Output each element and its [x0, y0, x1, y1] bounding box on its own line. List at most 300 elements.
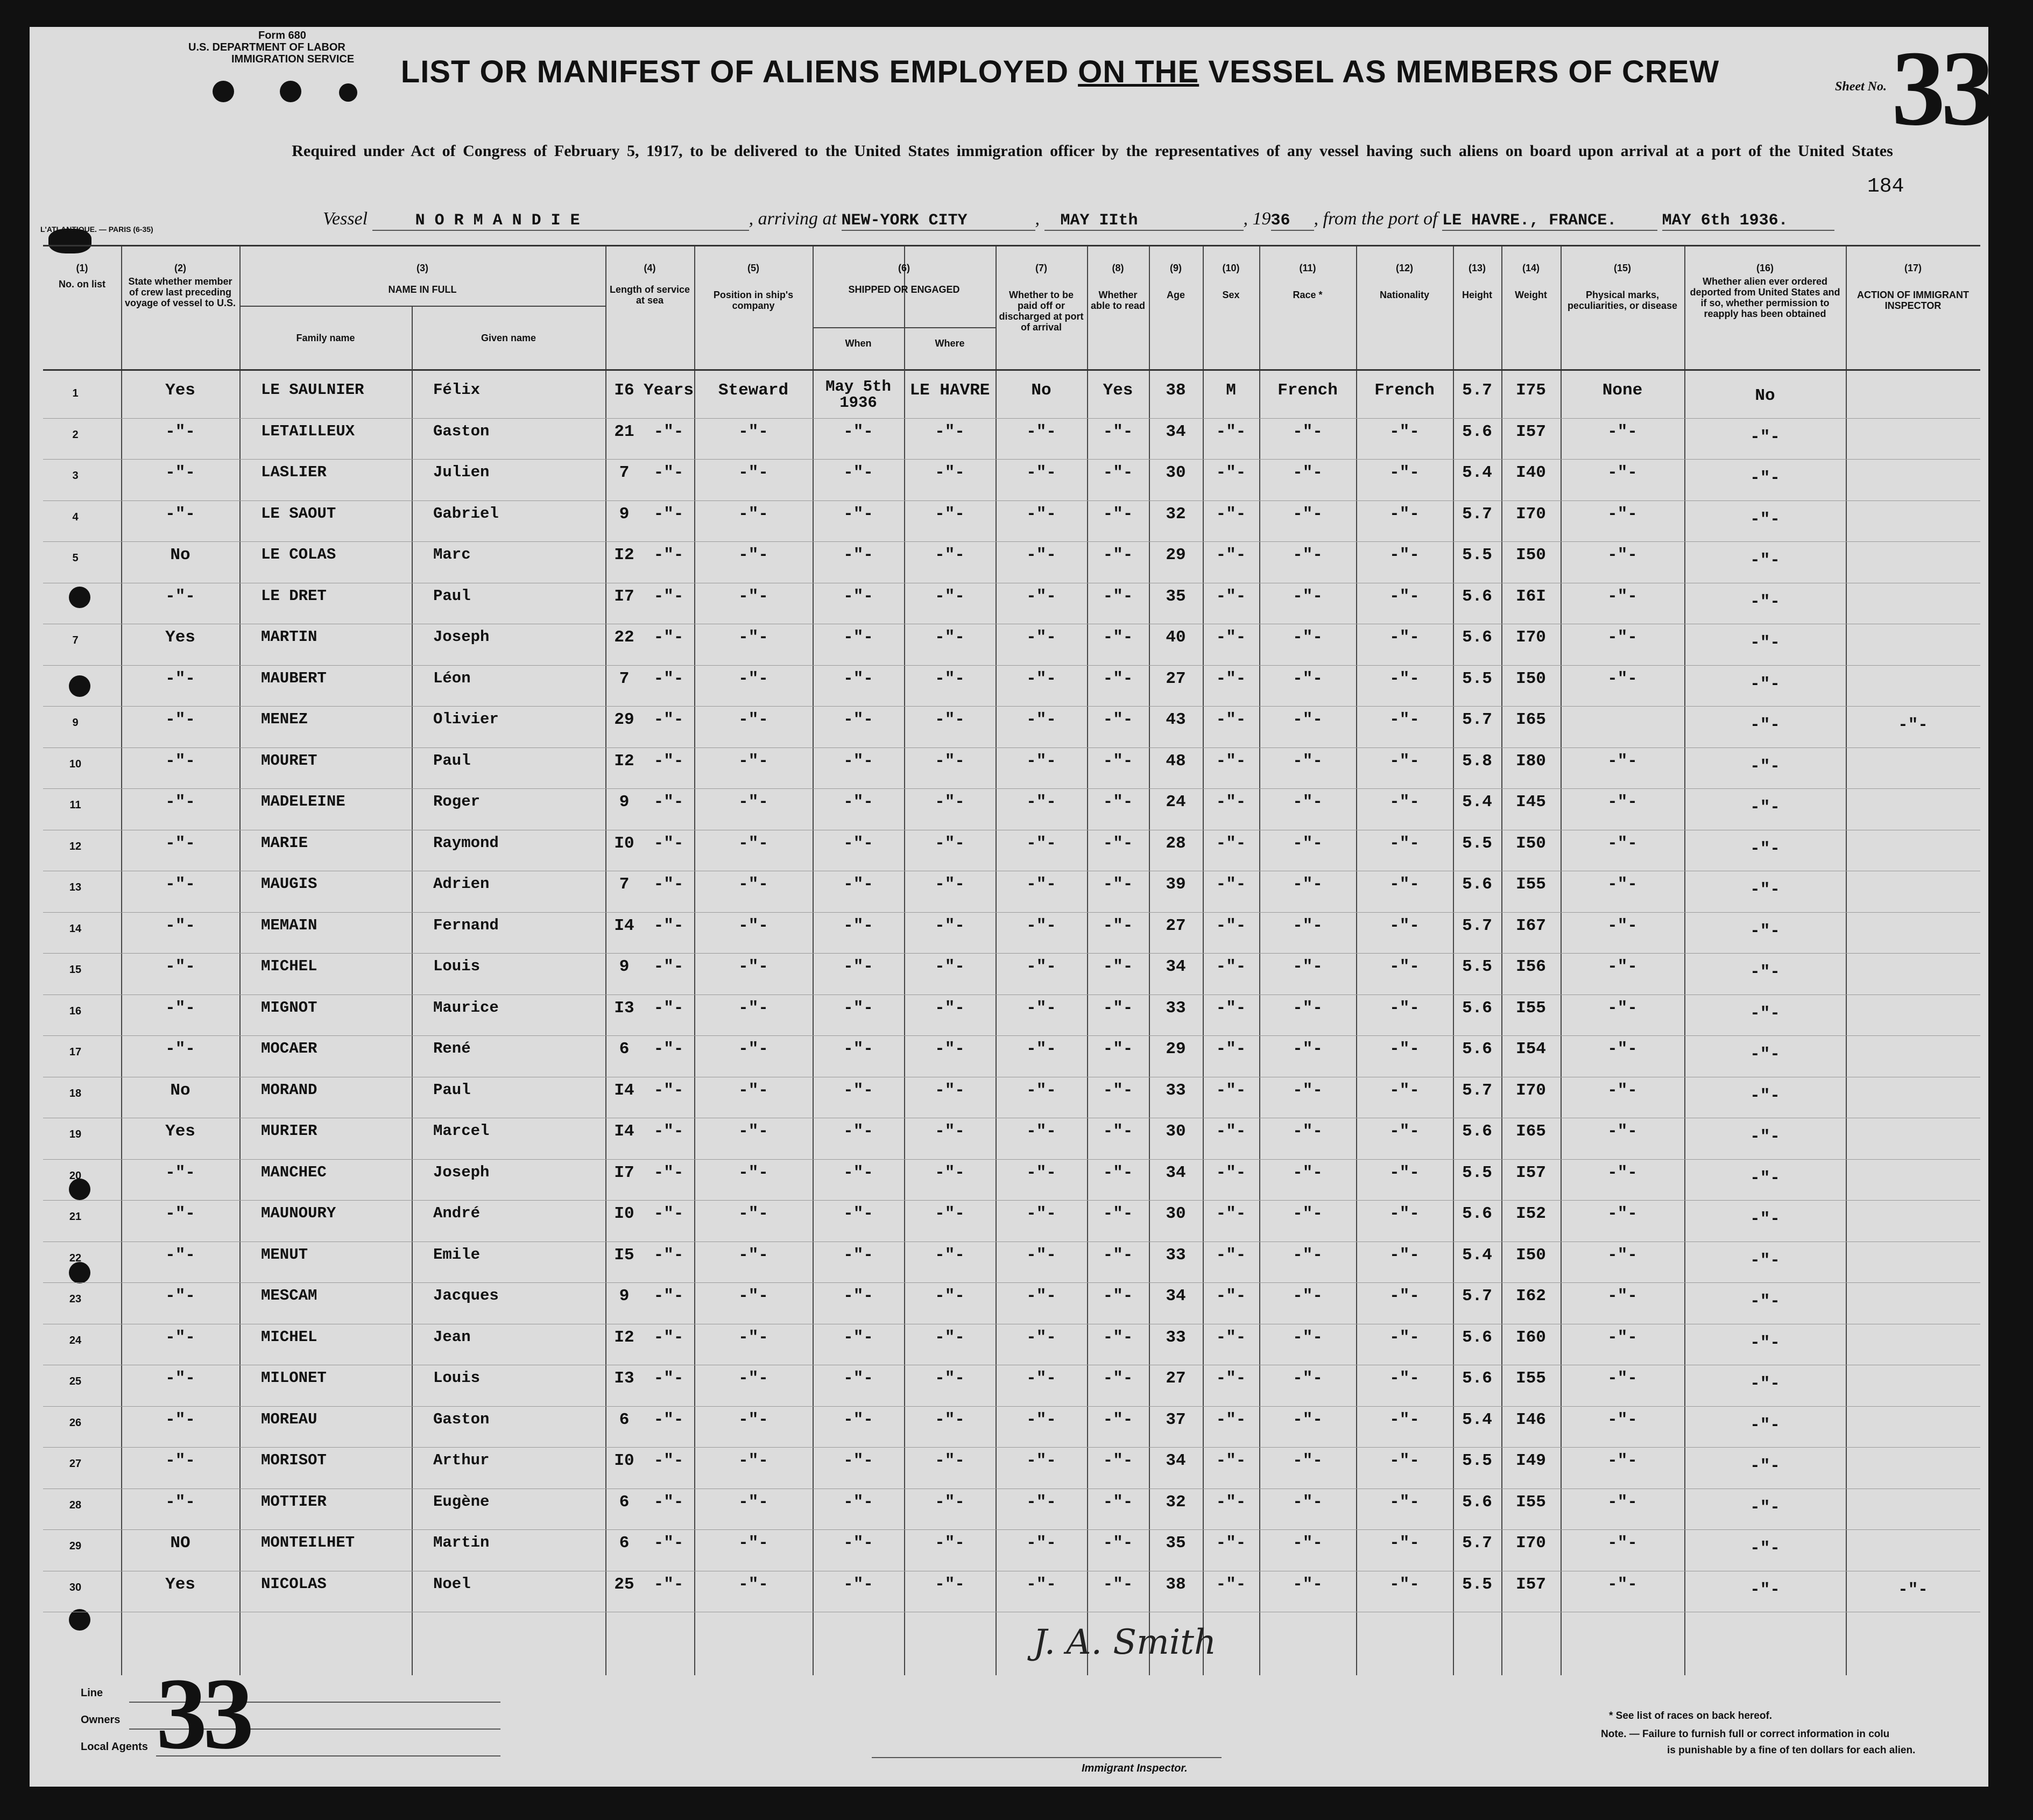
manifest-cell-age: 38: [1166, 1575, 1186, 1594]
row-rule: [43, 912, 1980, 913]
manifest-cell-marks: -"-: [1607, 1204, 1637, 1223]
manifest-cell-position: -"-: [738, 504, 768, 524]
column-label: NAME IN FULL: [388, 284, 457, 295]
manifest-cell-deported: -"-: [1750, 1415, 1780, 1435]
manifest-cell-read: -"-: [1103, 628, 1133, 647]
manifest-cell-where: LE HAVRE: [909, 381, 990, 400]
manifest-cell-marks: -"-: [1607, 793, 1637, 812]
column-sublabel: Given name: [481, 333, 537, 343]
manifest-cell-given: Jean: [433, 1328, 471, 1346]
row-rule: [43, 1035, 1980, 1036]
manifest-cell-given: Léon: [433, 669, 471, 687]
manifest-cell-family: MOURET: [261, 751, 317, 770]
manifest-cell-age: 34: [1166, 1451, 1186, 1470]
manifest-cell-crew: Yes: [165, 628, 195, 647]
manifest-cell-crew: -"-: [165, 463, 195, 482]
manifest-cell-when: -"-: [843, 1451, 873, 1470]
manifest-cell-nationality: -"-: [1389, 998, 1420, 1018]
manifest-cell-weight: I50: [1516, 1245, 1546, 1265]
manifest-cell-sex: -"-: [1216, 916, 1246, 935]
manifest-cell-service: 7: [619, 669, 630, 688]
manifest-cell-marks: -"-: [1607, 504, 1637, 524]
manifest-cell-family: MENEZ: [261, 710, 308, 728]
column-label: Position in ship's company: [713, 290, 794, 311]
manifest-cell-height: 5.5: [1462, 669, 1492, 688]
manifest-cell-read: -"-: [1103, 1081, 1133, 1100]
manifest-cell-service-unit: -"-: [653, 751, 684, 771]
manifest-cell-marks: -"-: [1607, 669, 1637, 688]
manifest-cell-service: I7: [614, 587, 634, 606]
manifest-cell-family: LE SAULNIER: [261, 381, 364, 399]
manifest-cell-marks: -"-: [1607, 1245, 1637, 1265]
manifest-cell-nationality: -"-: [1389, 1122, 1420, 1141]
manifest-cell-crew: Yes: [165, 1575, 195, 1594]
manifest-cell-marks: None: [1602, 381, 1643, 400]
column-label: Physical marks, peculiarities, or disease: [1567, 290, 1678, 311]
manifest-cell-age: 30: [1166, 463, 1186, 482]
manifest-cell-crew: Yes: [165, 381, 195, 400]
manifest-cell-service: 22: [614, 628, 634, 647]
manifest-title: [334, 54, 1787, 90]
vessel-name: N O R M A N D I E: [372, 211, 749, 231]
manifest-cell-race: -"-: [1293, 1163, 1323, 1182]
manifest-cell-where: -"-: [935, 422, 965, 441]
manifest-cell-service: 7: [619, 463, 630, 482]
manifest-cell-service-unit: -"-: [653, 1492, 684, 1512]
manifest-cell-race: -"-: [1293, 587, 1323, 606]
manifest-cell-paid-off: -"-: [1026, 998, 1056, 1018]
manifest-cell-read: -"-: [1103, 834, 1133, 853]
manifest-cell-sex: -"-: [1216, 1081, 1246, 1100]
manifest-cell-given: Joseph: [433, 628, 490, 646]
manifest-cell-height: 5.6: [1462, 1492, 1492, 1512]
handwritten-sheet-number: 184: [1867, 175, 1904, 198]
given-name-divider: [412, 306, 413, 1675]
manifest-cell-sex: -"-: [1216, 1492, 1246, 1512]
manifest-cell-position: -"-: [738, 422, 768, 441]
manifest-cell-age: 34: [1166, 422, 1186, 441]
manifest-cell-paid-off: -"-: [1026, 1204, 1056, 1223]
manifest-cell-service-unit: -"-: [653, 710, 684, 729]
manifest-cell-deported: -"-: [1750, 1127, 1780, 1146]
row-number: 6: [72, 593, 79, 605]
manifest-cell-service: 9: [619, 957, 630, 976]
manifest-cell-race: -"-: [1293, 422, 1323, 441]
row-number: 14: [69, 922, 82, 935]
manifest-cell-given: Olivier: [433, 710, 499, 728]
departure-date: MAY 6th 1936.: [1662, 211, 1834, 231]
manifest-cell-age: 33: [1166, 1245, 1186, 1265]
manifest-cell-deported: -"-: [1750, 1374, 1780, 1393]
manifest-cell-race: French: [1277, 381, 1338, 400]
manifest-cell-service-unit: -"-: [653, 1575, 684, 1594]
manifest-cell-when: -"-: [843, 546, 873, 565]
manifest-cell-paid-off: -"-: [1026, 1245, 1056, 1265]
manifest-cell-service: I3: [614, 1369, 634, 1388]
manifest-cell-family: LE SAOUT: [261, 504, 336, 523]
manifest-cell-read: -"-: [1103, 1204, 1133, 1223]
manifest-cell-sex: -"-: [1216, 1245, 1246, 1265]
manifest-cell-service: I2: [614, 751, 634, 771]
manifest-cell-where: -"-: [935, 669, 965, 688]
manifest-cell-when: -"-: [843, 793, 873, 812]
manifest-cell-height: 5.6: [1462, 422, 1492, 441]
manifest-cell-marks: -"-: [1607, 1534, 1637, 1553]
manifest-cell-family: MICHEL: [261, 1328, 317, 1346]
manifest-cell-sex: -"-: [1216, 463, 1246, 482]
manifest-cell-paid-off: -"-: [1026, 793, 1056, 812]
manifest-cell-marks: -"-: [1607, 834, 1637, 853]
manifest-cell-given: Gaston: [433, 422, 490, 440]
manifest-cell-crew: -"-: [165, 1163, 195, 1182]
arrival-year: 36: [1271, 211, 1314, 231]
manifest-cell-deported: No: [1755, 386, 1775, 405]
manifest-cell-sex: M: [1226, 381, 1236, 400]
column-label: Weight: [1515, 290, 1547, 300]
manifest-cell-where: -"-: [935, 1328, 965, 1347]
manifest-cell-deported: -"-: [1750, 880, 1780, 899]
manifest-cell-age: 34: [1166, 1163, 1186, 1182]
manifest-cell-age: 39: [1166, 875, 1186, 894]
manifest-cell-where: -"-: [935, 1163, 965, 1182]
manifest-cell-weight: I70: [1516, 1534, 1546, 1553]
manifest-cell-where: -"-: [935, 834, 965, 853]
manifest-cell-given: Eugène: [433, 1492, 490, 1511]
manifest-cell-deported: -"-: [1750, 1168, 1780, 1188]
manifest-cell-crew: -"-: [165, 1245, 195, 1265]
manifest-cell-given: Louis: [433, 957, 481, 975]
column-number: (13): [1468, 263, 1486, 273]
manifest-cell-service-unit: -"-: [653, 1081, 684, 1100]
manifest-cell-nationality: -"-: [1389, 834, 1420, 853]
manifest-cell-where: -"-: [935, 1369, 965, 1388]
manifest-cell-weight: I65: [1516, 710, 1546, 729]
manifest-cell-paid-off: -"-: [1026, 1575, 1056, 1594]
manifest-cell-marks: -"-: [1607, 1287, 1637, 1306]
manifest-cell-family: MADELEINE: [261, 793, 345, 810]
manifest-cell-where: -"-: [935, 710, 965, 729]
manifest-cell-position: -"-: [738, 710, 768, 729]
manifest-cell-race: -"-: [1293, 998, 1323, 1018]
title-end: VESSEL AS MEMBERS OF CREW: [1199, 54, 1720, 89]
manifest-cell-crew: -"-: [165, 422, 195, 441]
manifest-cell-sex: -"-: [1216, 1204, 1246, 1223]
manifest-cell-read: -"-: [1103, 1245, 1133, 1265]
manifest-cell-age: 33: [1166, 1081, 1186, 1100]
manifest-cell-read: -"-: [1103, 710, 1133, 729]
manifest-cell-marks: -"-: [1607, 546, 1637, 565]
manifest-cell-crew: -"-: [165, 1328, 195, 1347]
manifest-cell-age: 27: [1166, 669, 1186, 688]
manifest-cell-nationality: -"-: [1389, 1081, 1420, 1100]
manifest-cell-deported: -"-: [1750, 1292, 1780, 1311]
manifest-cell-service: I4: [614, 916, 634, 935]
manifest-cell-service-unit: -"-: [653, 1287, 684, 1306]
manifest-cell-marks: -"-: [1607, 1410, 1637, 1429]
manifest-cell-nationality: -"-: [1389, 1410, 1420, 1429]
manifest-cell-family: LE COLAS: [261, 546, 336, 563]
manifest-cell-deported: -"-: [1750, 1004, 1780, 1023]
manifest-cell-marks: -"-: [1607, 1122, 1637, 1141]
manifest-cell-sex: -"-: [1216, 628, 1246, 647]
footer-owners-label: Owners: [81, 1714, 121, 1726]
arrival-date: MAY IIth: [1044, 211, 1244, 231]
manifest-cell-service: 9: [619, 793, 630, 812]
manifest-cell-weight: I57: [1516, 422, 1546, 441]
manifest-cell-where: -"-: [935, 1492, 965, 1512]
manifest-cell-given: Fernand: [433, 916, 499, 934]
manifest-cell-where: -"-: [935, 916, 965, 935]
manifest-cell-marks: -"-: [1607, 1369, 1637, 1388]
manifest-cell-crew: -"-: [165, 587, 195, 606]
manifest-subtitle: Required under Act of Congress of February 5, 1917, to be delivered to the United States immigration officer by the representatives of any vessel having such aliens on board upon arrival at a port of the United States: [292, 142, 1893, 160]
row-number: 15: [69, 964, 82, 976]
column-label: Height: [1462, 290, 1492, 300]
manifest-cell-deported: -"-: [1750, 798, 1780, 817]
manifest-cell-weight: I67: [1516, 916, 1546, 935]
manifest-cell-nationality: -"-: [1389, 1369, 1420, 1388]
column-divider: [1846, 246, 1847, 1675]
manifest-cell-position: Steward: [718, 381, 789, 400]
manifest-cell-height: 5.6: [1462, 587, 1492, 606]
manifest-cell-family: LETAILLEUX: [261, 422, 355, 440]
manifest-cell-age: 29: [1166, 546, 1186, 565]
manifest-cell-height: 5.6: [1462, 998, 1492, 1018]
manifest-cell-age: 27: [1166, 1369, 1186, 1388]
manifest-cell-crew: No: [170, 1081, 190, 1100]
manifest-cell-deported: -"-: [1750, 592, 1780, 611]
row-rule: [43, 1200, 1980, 1201]
manifest-cell-position: -"-: [738, 793, 768, 812]
manifest-cell-deported: -"-: [1750, 674, 1780, 694]
row-number: 24: [69, 1334, 82, 1346]
manifest-cell-crew: -"-: [165, 1410, 195, 1429]
manifest-cell-race: -"-: [1293, 1575, 1323, 1594]
column-label: State whether member of crew last preceding voyage of vessel to U.S.: [124, 276, 236, 308]
manifest-cell-height: 5.4: [1462, 1245, 1492, 1265]
manifest-cell-weight: I80: [1516, 751, 1546, 771]
manifest-cell-when: -"-: [843, 1245, 873, 1265]
manifest-cell-deported: -"-: [1750, 1457, 1780, 1476]
manifest-cell-age: 40: [1166, 628, 1186, 647]
row-number: 30: [69, 1581, 82, 1593]
manifest-cell-paid-off: -"-: [1026, 751, 1056, 771]
manifest-cell-family: MARTIN: [261, 628, 317, 646]
manifest-cell-given: Paul: [433, 751, 471, 770]
manifest-cell-crew: -"-: [165, 1287, 195, 1306]
column-number: (16): [1756, 263, 1774, 273]
row-number: 5: [72, 552, 79, 564]
vessel-label: Vessel: [323, 209, 368, 229]
manifest-cell-age: 35: [1166, 587, 1186, 606]
manifest-cell-nationality: -"-: [1389, 1040, 1420, 1059]
manifest-cell-paid-off: -"-: [1026, 504, 1056, 524]
manifest-cell-given: Arthur: [433, 1451, 490, 1469]
manifest-cell-family: LASLIER: [261, 463, 327, 481]
row-number: 1: [72, 387, 79, 399]
manifest-cell-read: -"-: [1103, 504, 1133, 524]
column-number: (12): [1395, 263, 1413, 273]
manifest-cell-when: -"-: [843, 504, 873, 524]
manifest-cell-when: -"-: [843, 1492, 873, 1512]
manifest-cell-given: Adrien: [433, 875, 490, 893]
fine-note: is punishable by a fine of ten dollars for each alien.: [1667, 1745, 1916, 1756]
manifest-cell-position: -"-: [738, 587, 768, 606]
manifest-cell-given: Maurice: [433, 998, 499, 1017]
manifest-cell-weight: I50: [1516, 834, 1546, 853]
manifest-cell-read: -"-: [1103, 1492, 1133, 1512]
manifest-cell-where: -"-: [935, 1122, 965, 1141]
row-rule: [43, 500, 1980, 501]
manifest-cell-paid-off: -"-: [1026, 463, 1056, 482]
manifest-cell-where: -"-: [935, 998, 965, 1018]
punch-hole: [213, 81, 234, 102]
row-number: 18: [69, 1087, 82, 1099]
manifest-cell-height: 5.7: [1462, 381, 1492, 400]
manifest-cell-where: -"-: [935, 1040, 965, 1059]
manifest-cell-age: 33: [1166, 998, 1186, 1018]
manifest-cell-when: -"-: [843, 1204, 873, 1223]
manifest-cell-nationality: -"-: [1389, 463, 1420, 482]
manifest-cell-position: -"-: [738, 834, 768, 853]
manifest-cell-position: -"-: [738, 1122, 768, 1141]
manifest-cell-deported: -"-: [1750, 921, 1780, 941]
manifest-cell-crew: -"-: [165, 916, 195, 935]
manifest-cell-marks: -"-: [1607, 1163, 1637, 1182]
manifest-cell-when: -"-: [843, 1575, 873, 1594]
manifest-cell-crew: -"-: [165, 1369, 195, 1388]
manifest-cell-sex: -"-: [1216, 1328, 1246, 1347]
manifest-cell-deported: -"-: [1750, 839, 1780, 858]
manifest-cell-family: MAUGIS: [261, 875, 317, 893]
manifest-cell-height: 5.5: [1462, 834, 1492, 853]
manifest-cell-service: I0: [614, 1451, 634, 1470]
manifest-cell-marks: -"-: [1607, 916, 1637, 935]
manifest-cell-deported: -"-: [1750, 963, 1780, 982]
manifest-cell-race: -"-: [1293, 463, 1323, 482]
manifest-cell-race: -"-: [1293, 710, 1323, 729]
manifest-cell-height: 5.4: [1462, 1410, 1492, 1429]
manifest-cell-weight: I57: [1516, 1575, 1546, 1594]
manifest-cell-sex: -"-: [1216, 1534, 1246, 1553]
manifest-cell-nationality: -"-: [1389, 1245, 1420, 1265]
manifest-cell-paid-off: -"-: [1026, 1410, 1056, 1429]
manifest-cell-paid-off: -"-: [1026, 1081, 1056, 1100]
manifest-cell-nationality: -"-: [1389, 751, 1420, 771]
manifest-cell-when: -"-: [843, 875, 873, 894]
row-number: 29: [69, 1540, 82, 1552]
manifest-cell-deported: -"-: [1750, 1498, 1780, 1517]
manifest-cell-weight: I65: [1516, 1122, 1546, 1141]
manifest-cell-service: I4: [614, 1081, 634, 1100]
manifest-cell-height: 5.6: [1462, 1040, 1492, 1059]
manifest-cell-paid-off: -"-: [1026, 546, 1056, 565]
manifest-cell-paid-off: -"-: [1026, 669, 1056, 688]
manifest-cell-marks: -"-: [1607, 875, 1637, 894]
manifest-cell-read: -"-: [1103, 1451, 1133, 1470]
manifest-cell-weight: I60: [1516, 1328, 1546, 1347]
manifest-cell-weight: I6I: [1516, 587, 1546, 606]
manifest-cell-weight: I49: [1516, 1451, 1546, 1470]
manifest-cell-read: -"-: [1103, 669, 1133, 688]
manifest-cell-read: -"-: [1103, 1287, 1133, 1306]
manifest-cell-given: Paul: [433, 1081, 471, 1099]
manifest-cell-race: -"-: [1293, 875, 1323, 894]
manifest-cell-service-unit: -"-: [653, 957, 684, 976]
arriving-label: , arriving at: [749, 209, 837, 229]
column-number: (2): [174, 263, 186, 273]
column-number: (17): [1904, 263, 1922, 273]
manifest-cell-position: -"-: [738, 875, 768, 894]
manifest-cell-crew: -"-: [165, 751, 195, 771]
row-rule: [43, 747, 1980, 748]
manifest-cell-nationality: -"-: [1389, 793, 1420, 812]
manifest-cell-when: -"-: [843, 1081, 873, 1100]
manifest-cell-paid-off: No: [1031, 381, 1051, 400]
manifest-cell-weight: I70: [1516, 628, 1546, 647]
manifest-cell-nationality: -"-: [1389, 1575, 1420, 1594]
manifest-cell-nationality: -"-: [1389, 546, 1420, 565]
manifest-cell-where: -"-: [935, 1287, 965, 1306]
races-note: * See list of races on back hereof.: [1609, 1710, 1773, 1722]
manifest-cell-family: MAUBERT: [261, 669, 327, 687]
manifest-cell-family: MOCAER: [261, 1040, 317, 1057]
manifest-cell-paid-off: -"-: [1026, 834, 1056, 853]
manifest-cell-race: -"-: [1293, 546, 1323, 565]
manifest-cell-nationality: -"-: [1389, 1204, 1420, 1223]
manifest-cell-family: MURIER: [261, 1122, 317, 1140]
manifest-cell-service-unit: -"-: [653, 1369, 684, 1388]
row-number: 20: [69, 1169, 82, 1182]
manifest-cell-given: Gabriel: [433, 504, 499, 523]
manifest-cell-paid-off: -"-: [1026, 1492, 1056, 1512]
manifest-cell-height: 5.6: [1462, 875, 1492, 894]
manifest-cell-position: -"-: [738, 1245, 768, 1265]
manifest-cell-age: 33: [1166, 1328, 1186, 1347]
manifest-cell-crew: -"-: [165, 1451, 195, 1470]
manifest-cell-crew: -"-: [165, 793, 195, 812]
year-prefix: 19: [1252, 209, 1271, 229]
manifest-cell-position: -"-: [738, 463, 768, 482]
manifest-cell-sex: -"-: [1216, 669, 1246, 688]
manifest-cell-position: -"-: [738, 1163, 768, 1182]
manifest-cell-nationality: French: [1374, 381, 1435, 400]
title-underlined: ON THE: [1078, 54, 1199, 89]
manifest-cell-when: -"-: [843, 998, 873, 1018]
manifest-cell-when: -"-: [843, 628, 873, 647]
manifest-cell-deported: -"-: [1750, 1539, 1780, 1558]
manifest-cell-sex: -"-: [1216, 1451, 1246, 1470]
manifest-cell-read: -"-: [1103, 793, 1133, 812]
arrival-port: NEW-YORK CITY: [842, 211, 1035, 231]
manifest-cell-when: -"-: [843, 422, 873, 441]
manifest-cell-paid-off: -"-: [1026, 957, 1056, 976]
manifest-cell-family: MICHEL: [261, 957, 317, 975]
manifest-cell-weight: I46: [1516, 1410, 1546, 1429]
manifest-cell-nationality: -"-: [1389, 710, 1420, 729]
manifest-cell-weight: I55: [1516, 1369, 1546, 1388]
manifest-cell-service-unit: -"-: [653, 875, 684, 894]
manifest-cell-service: I5: [614, 1245, 634, 1265]
manifest-cell-age: 34: [1166, 957, 1186, 976]
manifest-cell-when: -"-: [843, 834, 873, 853]
manifest-cell-paid-off: -"-: [1026, 1451, 1056, 1470]
manifest-cell-read: -"-: [1103, 546, 1133, 565]
manifest-cell-height: 5.5: [1462, 957, 1492, 976]
manifest-cell-service-unit: -"-: [653, 628, 684, 647]
manifest-cell-age: 30: [1166, 1122, 1186, 1141]
manifest-cell-height: 5.7: [1462, 916, 1492, 935]
